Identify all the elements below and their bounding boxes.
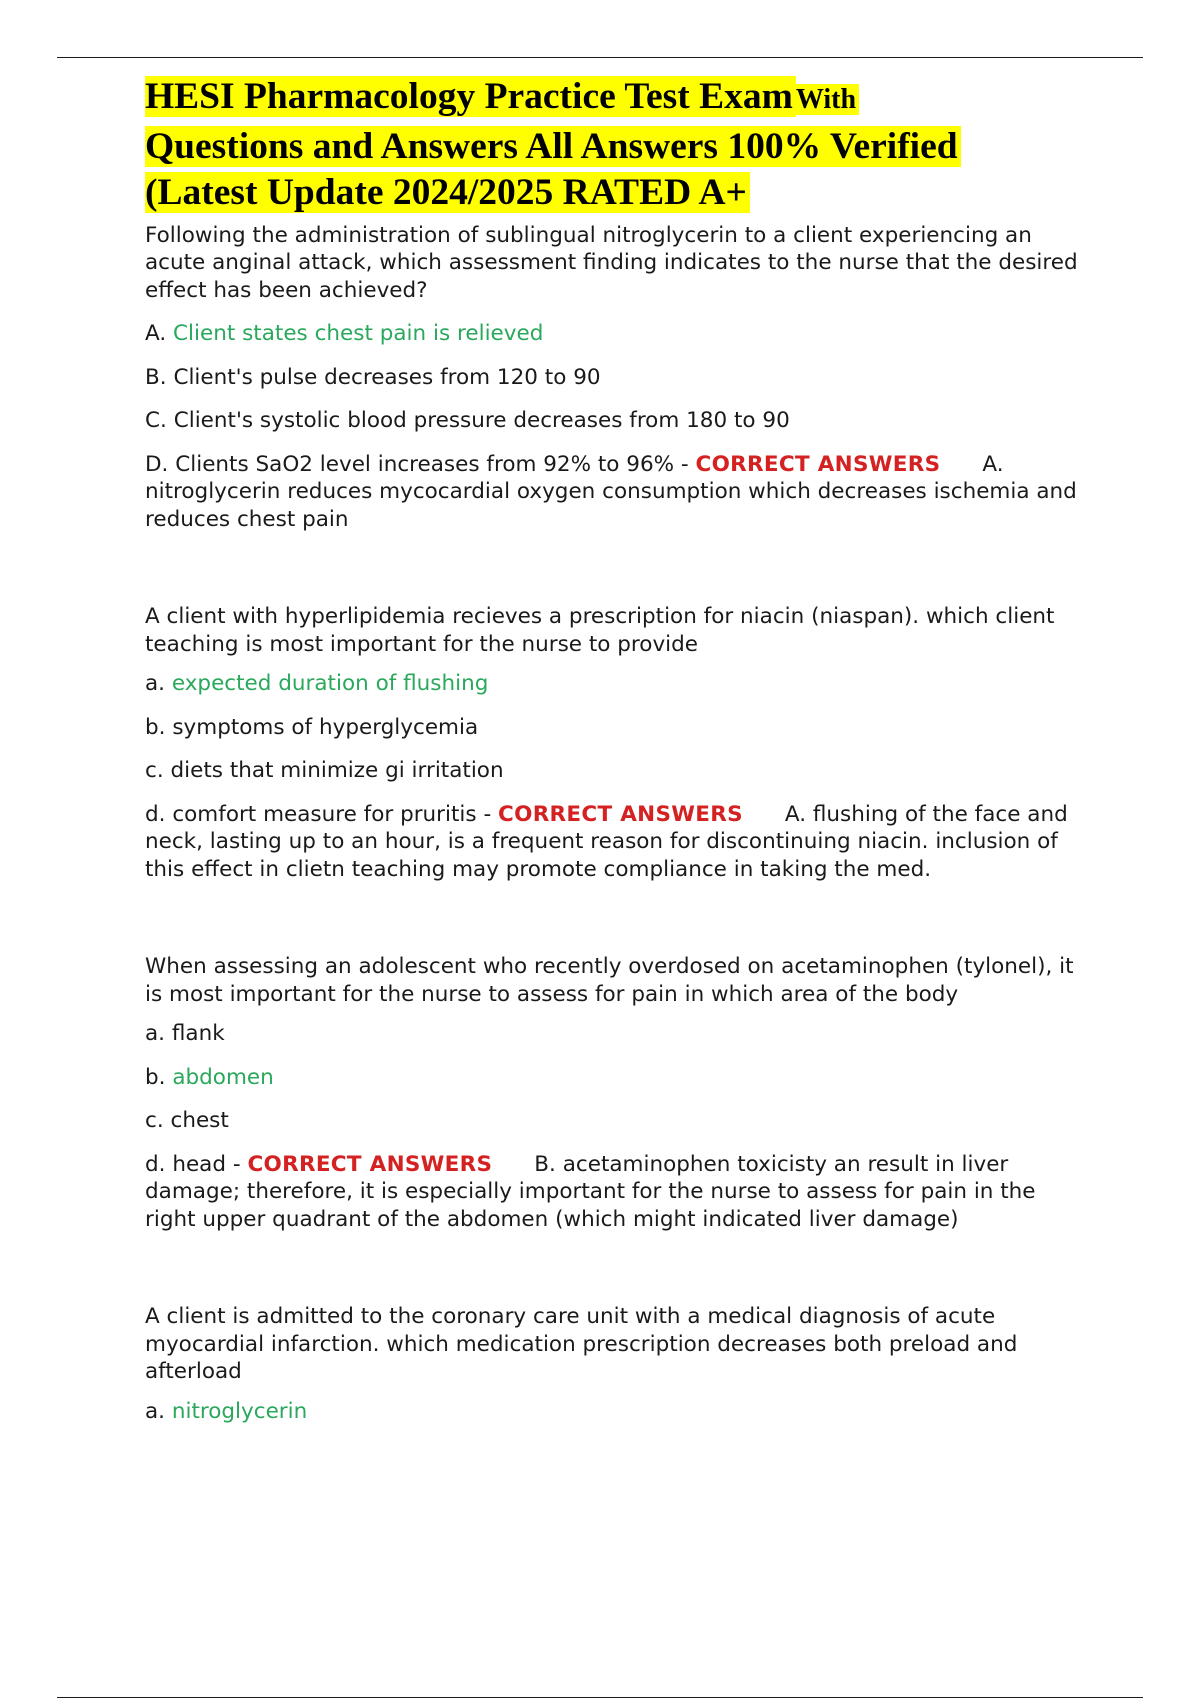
question-stem: When assessing an adolescent who recently overdosed on acetaminophen (tylonel), it is most important for the nurse to assess for pain in which area of the body: [145, 954, 1074, 1007]
option-text: comfort measure for pruritis -: [172, 801, 492, 827]
option-letter: D.: [145, 451, 169, 477]
option-letter: a.: [145, 671, 166, 696]
option-letter: b.: [145, 714, 166, 740]
answer-rationale: A. flushing of the face and neck, lasting up to an hour, is a frequent reason for discontinuing niacin. inclusion of this effect in clietn teaching may promote compliance in taking the med.: [145, 801, 1068, 882]
question-2: [145, 603, 1090, 883]
answer-rationale: B. acetaminophen toxicisty an result in liver damage; therefore, it is especially important for the nurse to assess for pain in the right upper quadrant of the abdomen (which might indicated liver damage): [145, 1151, 1036, 1232]
option-d-with-answer: [145, 1151, 1090, 1234]
option-text: Client's pulse decreases from 120 to 90: [173, 364, 601, 390]
top-divider: [57, 57, 1143, 58]
option-letter: C.: [145, 408, 167, 433]
question-stem: Following the administration of sublingual nitroglycerin to a client experiencing an acute anginal attack, which assessment finding indicates to the nurse that the desired effect has been achieved?: [145, 222, 1078, 303]
question-stem: A client with hyperlipidemia recieves a prescription for niacin (niaspan). which client teaching is most important for the nurse to provide: [145, 604, 1055, 657]
correct-answers-label: CORRECT ANSWERS: [247, 1151, 493, 1177]
question-1: [145, 222, 1090, 534]
option-letter: d.: [145, 801, 166, 827]
title-line-3: (Latest Update 2024/2025 RATED A+: [145, 172, 750, 213]
option-letter: B.: [145, 364, 167, 390]
option-b: [145, 714, 1090, 742]
option-a: [145, 1020, 1090, 1048]
option-letter: c.: [145, 758, 164, 783]
option-b: [145, 364, 1090, 392]
question-4: [145, 1303, 1090, 1425]
option-d-with-answer: [145, 801, 1090, 884]
option-letter: b.: [145, 1064, 166, 1090]
option-c: [145, 757, 1090, 785]
correct-answers-label: CORRECT ANSWERS: [498, 801, 743, 827]
option-text: head -: [172, 1151, 241, 1177]
option-text: flank: [171, 1021, 225, 1046]
option-text-correct: abdomen: [172, 1064, 274, 1090]
question-stem: A client is admitted to the coronary care unit with a medical diagnosis of acute myocardial infarction. which medication prescription decreases both preload and afterload: [145, 1304, 1018, 1384]
option-c: [145, 1107, 1090, 1135]
option-text: Client's systolic blood pressure decreases from 180 to 90: [173, 408, 790, 433]
option-letter: a.: [145, 1398, 166, 1424]
option-text: chest: [170, 1108, 229, 1133]
document-title: [145, 74, 1090, 217]
option-text-correct: nitroglycerin: [171, 1398, 308, 1424]
bottom-divider: [57, 1697, 1143, 1698]
option-letter: a.: [145, 1021, 166, 1046]
option-a: [145, 1398, 1090, 1426]
title-line-2: Questions and Answers All Answers 100% Verified: [145, 126, 961, 167]
answer-rationale: A. nitroglycerin reduces mycocardial oxygen consumption which decreases ischemia and reduces chest pain: [145, 451, 1077, 532]
option-d-with-answer: [145, 451, 1090, 534]
title-line-1-small: With: [796, 84, 859, 115]
correct-answers-label: CORRECT ANSWERS: [695, 451, 941, 477]
option-text: symptoms of hyperglycemia: [172, 714, 479, 740]
option-a: [145, 320, 1090, 348]
document-page: [145, 74, 1090, 1425]
option-letter: A.: [145, 321, 167, 346]
option-letter: d.: [145, 1151, 166, 1177]
option-a: [145, 670, 1090, 698]
option-text: diets that minimize gi irritation: [170, 758, 504, 783]
option-text: Clients SaO2 level increases from 92% to 96% -: [175, 451, 689, 477]
option-text-correct: expected duration of flushing: [171, 671, 489, 696]
question-3: [145, 953, 1090, 1233]
option-c: [145, 407, 1090, 435]
title-line-1-main: HESI Pharmacology Practice Test Exam: [145, 76, 796, 117]
option-text-correct: Client states chest pain is relieved: [173, 321, 544, 346]
option-letter: c.: [145, 1108, 164, 1133]
option-b: [145, 1064, 1090, 1092]
